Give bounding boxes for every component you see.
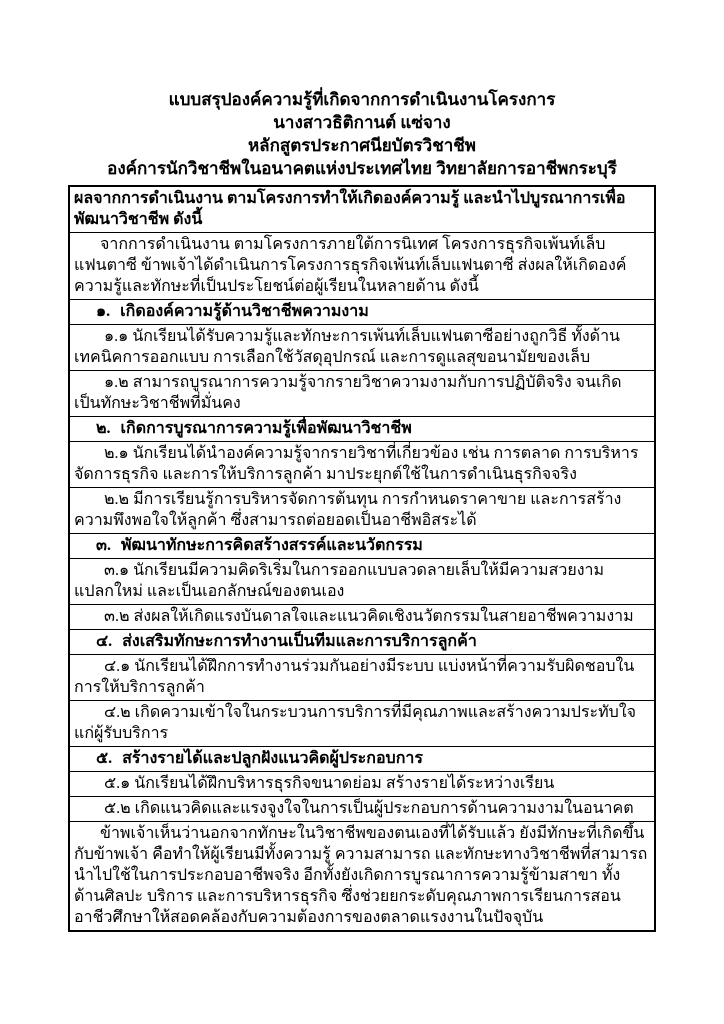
doc-title: แบบสรุปองค์ความรู้ที่เกิดจากการดำเนินงานโครงการ bbox=[168, 90, 556, 109]
item-1-2-row: ๑.๒ สามารถบูรณาการความรู้จากรายวิชาความงามกับการปฏิบัติจริง จนเกิดเป็นทักษะวิชาชีพที่มั่นคง bbox=[70, 371, 654, 417]
section-1-title: เกิดองค์ความรู้ด้านวิชาชีพความงาม bbox=[120, 303, 369, 320]
curriculum-line: หลักสูตรประกาศนียบัตรวิชาชีพ bbox=[247, 136, 477, 155]
item-4-2-row: ๔.๒ เกิดความเข้าใจในกระบวนการบริการที่มีคุณภาพและสร้างความประทับใจแก่ผู้รับบริการ bbox=[70, 701, 654, 747]
organization-line: องค์การนักวิชาชีพในอนาคตแห่งประเทศไทย วิทยาลัยการอาชีพกระบุรี bbox=[107, 159, 617, 178]
section-2-number: ๒. bbox=[96, 420, 111, 437]
closing-paragraph-row: ข้าพเจ้าเห็นว่านอกจากทักษะในวิชาชีพของตนเองที่ได้รับแล้ว ยังมีทักษะที่เกิดขึ้นกับข้าพเจ้า คือทำให้ผู้เรียนมีทั้งความรู้ ความสามารถ และทักษะทางวิชาชีพที่สามารถนำไปใช้ในการประกอบอาชีพจริง อีกทั้งยังเกิดการบูรณาการความรู้ข้ามสาขา ทั้งด้านศิลปะ บริการ และการบริหารธุรกิจ ซึ่งช่วยยกระดับคุณภาพการเรียนการสอนอาชีวศึกษาให้สอดคล้องกับความต้องการของตลาดแรงงานในปัจจุบัน bbox=[74, 825, 648, 926]
section-1-number: ๑. bbox=[96, 303, 111, 320]
item-3-2-row: ๓.๒ ส่งผลให้เกิดแรงบันดาลใจและแนวคิดเชิงนวัตกรรมในสายอาชีพความงาม bbox=[70, 605, 654, 630]
item-2-1-row: ๒.๑ นักเรียนได้นำองค์ความรู้จากรายวิชาที่เกี่ยวข้อง เช่น การตลาด การบริหารจัดการธุรกิจ และการให้บริการลูกค้า มาประยุกต์ใช้ในการดำเนินธุรกิจจริง bbox=[70, 442, 654, 488]
item-4-1-row: ๔.๑ นักเรียนได้ฝึกการทำงานร่วมกันอย่างมีระบบ แบ่งหน้าที่ความรับผิดชอบในการให้บริการลูกค้า bbox=[70, 655, 654, 701]
intro-paragraph-row: จากการดำเนินงาน ตามโครงการภายใต้การนิเทศ โครงการธุรกิจเพ้นท์เล็บแฟนตาซี ข้าพเจ้าได้ดำเนินการโครงการธุรกิจเพ้นท์เล็บแฟนตาซี ส่งผลให้เกิดองค์ความรู้และทักษะที่เป็นประโยชน์ต่อผู้เรียนในหลายด้าน ดังนี้ bbox=[70, 233, 654, 300]
section-2-title: เกิดการบูรณาการความรู้เพื่อพัฒนาวิชาชีพ bbox=[120, 420, 412, 437]
section-4-row bbox=[70, 630, 654, 655]
section-4-number: ๔. bbox=[96, 633, 113, 650]
author-name: นางสาวธิติกานต์ แซ่จาง bbox=[273, 113, 451, 132]
section-5-row bbox=[70, 747, 654, 772]
section-5-number: ๕. bbox=[96, 750, 113, 767]
section-2-row bbox=[70, 417, 654, 442]
item-2-2-row: ๒.๒ มีการเรียนรู้การบริหารจัดการต้นทุน การกำหนดราคาขาย และการสร้างความพึงพอใจให้ลูกค้า ซึ่งสามารถต่อยอดเป็นอาชีพอิสระได้ bbox=[70, 488, 654, 534]
section-5-title: สร้างรายได้และปลูกฝังแนวคิดผู้ประกอบการ bbox=[122, 750, 423, 767]
item-5-2-row: ๕.๒ เกิดแนวคิดและแรงจูงใจในการเป็นผู้ประกอบการด้านความงามในอนาคต bbox=[70, 797, 654, 822]
section-3-row bbox=[70, 534, 654, 559]
item-1-1-row: ๑.๑ นักเรียนได้รับความรู้และทักษะการเพ้นท์เล็บแฟนตาซีอย่างถูกวิธี ทั้งด้านเทคนิคการออกแบบ การเลือกใช้วัสดุอุปกรณ์ และการดูแลสุขอนามัยของเล็บ bbox=[70, 325, 654, 371]
table-header-row: ผลจากการดำเนินงาน ตามโครงการทำให้เกิดองค์ความรู้ และนำไปบูรณาการเพื่อพัฒนาวิชาชีพ ดังนี้ bbox=[70, 187, 654, 233]
section-1-row bbox=[70, 300, 654, 325]
item-5-1-row: ๕.๑ นักเรียนได้ฝึกบริหารธุรกิจขนาดย่อม สร้างรายได้ระหว่างเรียน bbox=[70, 772, 654, 797]
section-4-title: ส่งเสริมทักษะการทำงานเป็นทีมและการบริการลูกค้า bbox=[122, 633, 477, 650]
document-header bbox=[0, 0, 724, 180]
results-table bbox=[68, 185, 656, 932]
section-3-title: พัฒนาทักษะการคิดสร้างสรรค์และนวัตกรรม bbox=[120, 537, 423, 554]
item-3-1-row: ๓.๑ นักเรียนมีความคิดริเริ่มในการออกแบบลวดลายเล็บให้มีความสวยงาม แปลกใหม่ และเป็นเอกลักษณ์ของตนเอง bbox=[70, 559, 654, 605]
section-3-number: ๓. bbox=[96, 537, 111, 554]
